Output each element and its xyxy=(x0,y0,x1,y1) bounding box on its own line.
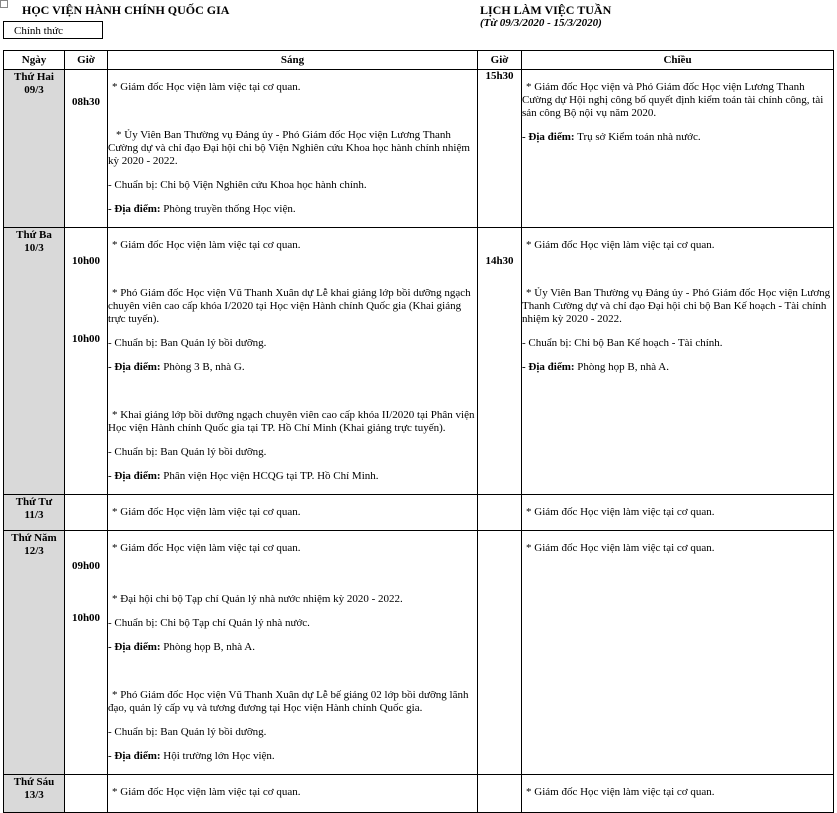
time-cell-am xyxy=(65,531,108,775)
schedule-entry: * Ủy Viên Ban Thường vụ Đảng ủy - Phó Giám đốc Học viện Lương Thanh Cường dự và chỉ đạo Đại hội chi bộ Ban Kế hoạch - Tài chính nhiệm kỳ 2020 - 2022. xyxy=(522,287,831,325)
time-label: 09h00 xyxy=(71,560,101,572)
status-badge: Chính thức xyxy=(3,21,103,39)
time-cell-am xyxy=(65,70,108,228)
corner-handle xyxy=(0,0,8,8)
day-cell xyxy=(4,495,65,531)
schedule-entry: * Ủy Viên Ban Thường vụ Đảng ủy - Phó Giám đốc Học viện Lương Thanh Cường dự và chỉ đạo Đại hội chi bộ Viện Nghiên cứu Khoa học hành chính nhiệm kỳ 2020 - 2022. xyxy=(108,129,470,167)
table-row-friday xyxy=(4,775,834,813)
day-date: 09/3 xyxy=(24,84,44,96)
col-header-time-pm: Giờ xyxy=(478,51,522,70)
table-row-tuesday xyxy=(4,228,834,495)
day-name: Thứ Sáu xyxy=(13,776,55,788)
schedule-entry: * Khai giảng lớp bồi dưỡng ngạch chuyên viên cao cấp khóa II/2020 tại Phân viện Học viện Hành chính Quốc gia tại TP. Hồ Chí Minh (Khai giảng trực tuyến). xyxy=(108,409,475,434)
location-value: Phòng họp B, nhà A. xyxy=(163,641,255,653)
time-label: 10h00 xyxy=(71,255,101,267)
prep-value: Chi bộ Ban Kế hoạch - Tài chính. xyxy=(574,337,723,349)
time-cell-am xyxy=(65,228,108,495)
schedule-entry: * Giám đốc Học viện làm việc tại cơ quan. xyxy=(112,786,301,798)
afternoon-cell xyxy=(522,775,834,813)
location-label: - Địa điểm: xyxy=(108,750,161,762)
schedule-entry: * Đại hội chi bộ Tạp chí Quản lý nhà nước nhiệm kỳ 2020 - 2022. xyxy=(112,593,403,605)
time-label: 10h00 xyxy=(71,612,101,624)
col-header-afternoon: Chiều xyxy=(522,51,834,70)
day-name: Thứ Năm xyxy=(11,532,57,544)
day-date: 11/3 xyxy=(24,509,44,521)
schedule-entry: * Giám đốc Học viện làm việc tại cơ quan. xyxy=(526,506,715,518)
time-cell-pm xyxy=(478,531,522,775)
afternoon-cell xyxy=(522,228,834,495)
location-label: - Địa điểm: xyxy=(108,361,161,373)
location-value: Phân viện Học viện HCQG tại TP. Hồ Chí Minh. xyxy=(163,470,379,482)
time-label: 10h00 xyxy=(71,333,101,345)
schedule-title: LỊCH LÀM VIỆC TUẦN xyxy=(480,3,612,17)
prep-value: Chi bộ Tạp chí Quản lý nhà nước. xyxy=(160,617,310,629)
afternoon-cell xyxy=(522,495,834,531)
location-label: - Địa điểm: xyxy=(108,470,161,482)
prep-label: - Chuẩn bị: xyxy=(108,726,158,738)
afternoon-cell xyxy=(522,70,834,228)
day-cell xyxy=(4,531,65,775)
schedule-entry: * Phó Giám đốc Học viện Vũ Thanh Xuân dự Lễ khai giảng lớp bồi dưỡng ngạch chuyên viên cao cấp khóa I/2020 tại Học viện Hành chính Quốc gia (Khai giảng trực tuyến). xyxy=(108,287,471,325)
schedule-entry: * Giám đốc Học viện làm việc tại cơ quan. xyxy=(526,542,715,554)
prep-label: - Chuẩn bị: xyxy=(108,179,158,191)
prep-value: Chi bộ Viện Nghiên cứu Khoa học hành chính. xyxy=(160,179,367,191)
morning-cell xyxy=(108,531,478,775)
location-value: Phòng họp B, nhà A. xyxy=(577,361,669,373)
org-name: HỌC VIỆN HÀNH CHÍNH QUỐC GIA xyxy=(22,3,230,17)
location-label: - Địa điểm: xyxy=(108,203,161,215)
time-label: 08h30 xyxy=(71,96,101,108)
location-label: - Địa điểm: xyxy=(108,641,161,653)
col-header-morning: Sáng xyxy=(108,51,478,70)
time-cell-pm xyxy=(478,775,522,813)
time-cell-pm xyxy=(478,495,522,531)
time-label: 14h30 xyxy=(485,255,514,267)
table-row-monday xyxy=(4,70,834,228)
location-value: Phòng 3 B, nhà G. xyxy=(163,361,245,373)
morning-cell xyxy=(108,775,478,813)
schedule-entry: * Giám đốc Học viện làm việc tại cơ quan. xyxy=(112,239,301,251)
location-value: Hội trường lớn Học viện. xyxy=(163,750,275,762)
prep-label: - Chuẩn bị: xyxy=(108,617,158,629)
morning-cell xyxy=(108,70,478,228)
time-cell-am xyxy=(65,495,108,531)
schedule-title-block xyxy=(480,4,611,30)
prep-label: - Chuẩn bị: xyxy=(108,337,158,349)
table-header-row xyxy=(4,51,834,70)
schedule-date-range: (Từ 09/3/2020 - 15/3/2020) xyxy=(480,17,602,29)
prep-label: - Chuẩn bị: xyxy=(108,446,158,458)
schedule-entry: * Giám đốc Học viện làm việc tại cơ quan. xyxy=(112,506,301,518)
prep-value: Ban Quản lý bồi dưỡng. xyxy=(160,337,267,349)
day-cell xyxy=(4,70,65,228)
schedule-entry: * Giám đốc Học viện và Phó Giám đốc Học viện Lương Thanh Cường dự Hội nghị công bố quyết định kiểm toán tài chính công, tài sản công Bộ nội vụ năm 2020. xyxy=(522,81,824,119)
location-label: - Địa điểm: xyxy=(522,361,575,373)
day-date: 12/3 xyxy=(24,545,44,557)
day-date: 10/3 xyxy=(24,242,44,254)
location-label: - Địa điểm: xyxy=(522,131,575,143)
schedule-entry: * Giám đốc Học viện làm việc tại cơ quan. xyxy=(526,239,715,251)
morning-cell xyxy=(108,228,478,495)
weekly-schedule-table xyxy=(3,50,834,813)
col-header-day: Ngày xyxy=(4,51,65,70)
day-name: Thứ Ba xyxy=(16,229,52,241)
table-row-thursday xyxy=(4,531,834,775)
day-cell xyxy=(4,775,65,813)
time-cell-pm xyxy=(478,70,522,228)
prep-value: Ban Quản lý bồi dưỡng. xyxy=(160,446,267,458)
day-name: Thứ Tư xyxy=(15,496,53,508)
day-name: Thứ Hai xyxy=(14,71,54,83)
schedule-entry: * Giám đốc Học viện làm việc tại cơ quan. xyxy=(112,542,301,554)
morning-cell xyxy=(108,495,478,531)
prep-value: Ban Quản lý bồi dưỡng. xyxy=(160,726,267,738)
afternoon-cell xyxy=(522,531,834,775)
day-cell xyxy=(4,228,65,495)
location-value: Phòng truyền thống Học viện. xyxy=(163,203,296,215)
schedule-entry: * Giám đốc Học viện làm việc tại cơ quan. xyxy=(112,81,301,93)
location-value: Trụ sở Kiểm toán nhà nước. xyxy=(577,131,701,143)
prep-label: - Chuẩn bị: xyxy=(522,337,572,349)
time-label: 15h30 xyxy=(485,70,514,82)
schedule-entry: * Phó Giám đốc Học viện Vũ Thanh Xuân dự Lễ bế giảng 02 lớp bồi dưỡng lãnh đạo, quản lý cấp vụ và tương đương tại Học viện Hành chính Quốc gia. xyxy=(108,689,469,714)
time-cell-pm xyxy=(478,228,522,495)
table-row-wednesday xyxy=(4,495,834,531)
time-cell-am xyxy=(65,775,108,813)
day-date: 13/3 xyxy=(24,789,44,801)
schedule-entry: * Giám đốc Học viện làm việc tại cơ quan. xyxy=(526,786,715,798)
col-header-time-am: Giờ xyxy=(65,51,108,70)
